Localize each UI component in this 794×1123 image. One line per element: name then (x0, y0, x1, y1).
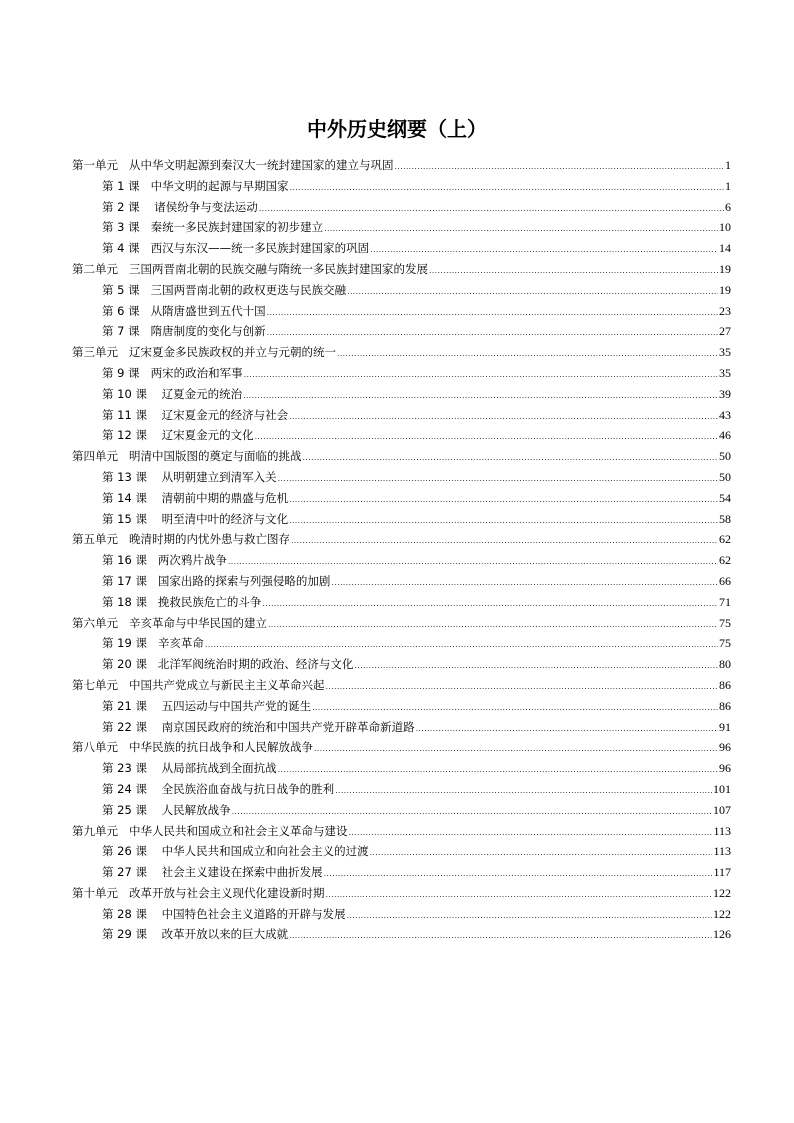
dot-leader (325, 682, 718, 691)
toc-entry-title: 中国共产党成立与新民主主义革命兴起 (128, 677, 325, 692)
dot-leader (370, 245, 718, 254)
toc-entry-title: 辽宋夏金元的经济与社会 (157, 407, 289, 422)
toc-page-number: 91 (719, 719, 731, 734)
toc-page-number: 86 (719, 698, 731, 713)
toc-entry-label: 第 2 课 (102, 199, 140, 214)
toc-page-number: 6 (725, 199, 731, 214)
toc-entry-title: 隋唐制度的变化与创新 (150, 324, 266, 339)
toc-entry-title: 辽夏金元的统治 (157, 386, 243, 401)
dot-leader (325, 890, 712, 899)
dot-leader (244, 370, 718, 379)
toc-page-number: 58 (719, 511, 731, 526)
dot-leader (348, 828, 712, 837)
toc-page-number: 35 (719, 365, 731, 380)
dot-leader (290, 183, 724, 192)
toc-entry-label: 第 26 课 (102, 844, 147, 859)
toc-entry-label: 第 6 课 (102, 303, 140, 318)
toc-page-number: 62 (719, 532, 731, 547)
dot-leader (394, 162, 724, 171)
dot-leader (416, 724, 718, 733)
toc-lesson-entry[interactable] (72, 906, 731, 927)
toc-entry-title: 辛亥革命 (157, 636, 204, 651)
toc-lesson-entry[interactable] (72, 323, 731, 344)
toc-page-number: 10 (719, 220, 731, 235)
toc-unit-entry[interactable] (72, 677, 731, 698)
toc-page-number: 35 (719, 345, 731, 360)
toc-entry-label: 第 22 课 (102, 719, 147, 734)
toc-lesson-entry[interactable] (72, 926, 731, 947)
dot-leader (232, 807, 712, 816)
toc-entry-title: 诸侯纷争与变法运动 (150, 199, 258, 214)
toc-page-number: 117 (713, 865, 731, 880)
toc-page-number: 126 (713, 927, 731, 942)
toc-page-number: 80 (719, 657, 731, 672)
toc-entry-label: 第七单元 (72, 677, 118, 692)
toc-entry-label: 第 1 课 (102, 178, 140, 193)
toc-entry-title: 五四运动与中国共产党的诞生 (157, 698, 312, 713)
toc-entry-label: 第 20 课 (102, 657, 147, 672)
toc-lesson-entry[interactable] (72, 199, 731, 220)
toc-entry-label: 第九单元 (72, 823, 118, 838)
toc-page-number: 50 (719, 449, 731, 464)
toc-entry-label: 第 15 课 (102, 511, 147, 526)
toc-entry-label: 第五单元 (72, 532, 118, 547)
toc-page-number: 86 (719, 677, 731, 692)
toc-entry-title: 三国两晋南北朝的民族交融与隋统一多民族封建国家的发展 (128, 261, 428, 276)
dot-leader (314, 744, 718, 753)
toc-unit-entry[interactable] (72, 261, 731, 282)
toc-lesson-entry[interactable] (72, 656, 731, 677)
dot-leader (312, 703, 718, 712)
toc-entry-label: 第 18 课 (102, 594, 147, 609)
toc-lesson-entry[interactable] (72, 178, 731, 199)
toc-entry-title: 从隋唐盛世到五代十国 (150, 303, 266, 318)
toc-entry-label: 第 29 课 (102, 927, 147, 942)
toc-entry-label: 第十单元 (72, 885, 118, 900)
toc-lesson-entry[interactable] (72, 365, 731, 386)
dot-leader (335, 786, 712, 795)
toc-entry-label: 第 24 课 (102, 781, 147, 796)
toc-unit-entry[interactable] (72, 615, 731, 636)
toc-entry-title: 中华人民共和国成立和社会主义革命与建设 (128, 823, 348, 838)
toc-unit-entry[interactable] (72, 885, 731, 906)
dot-leader (255, 432, 718, 441)
toc-lesson-entry[interactable] (72, 781, 731, 802)
page-title: 中外历史纲要（上） (307, 117, 487, 142)
toc-entry-title: 中华文明的起源与早期国家 (150, 178, 289, 193)
toc-entry-label: 第 3 课 (102, 220, 140, 235)
toc-entry-label: 第三单元 (72, 345, 118, 360)
toc-entry-label: 第八单元 (72, 740, 118, 755)
dot-leader (354, 661, 718, 670)
toc-entry-title: 晚清时期的内忧外患与救亡图存 (128, 532, 290, 547)
toc-page-number: 27 (719, 324, 731, 339)
dot-leader (278, 474, 718, 483)
toc-page-number: 122 (713, 906, 731, 921)
dot-leader (267, 308, 718, 317)
toc-lesson-entry[interactable] (72, 719, 731, 740)
toc-page-number: 23 (719, 303, 731, 318)
dot-leader (205, 640, 718, 649)
toc-page-number: 107 (713, 802, 731, 817)
toc-entry-label: 第 19 课 (102, 636, 147, 651)
toc-page-number: 122 (713, 885, 731, 900)
toc-entry-title: 清朝前中期的鼎盛与危机 (157, 490, 289, 505)
toc-page-number: 113 (713, 844, 731, 859)
toc-page-number: 39 (719, 386, 731, 401)
toc-entry-title: 辛亥革命与中华民国的建立 (128, 615, 267, 630)
toc-entry-title: 社会主义建设在探索中曲折发展 (157, 865, 323, 880)
toc-entry-label: 第 21 课 (102, 698, 147, 713)
toc-entry-label: 第 5 课 (102, 282, 140, 297)
dot-leader (228, 557, 718, 566)
toc-entry-label: 第一单元 (72, 158, 118, 172)
dot-leader (262, 599, 718, 608)
toc-unit-entry[interactable] (72, 739, 731, 760)
toc-entry-label: 第 11 课 (102, 407, 147, 422)
dot-leader (324, 869, 713, 878)
dot-leader (278, 765, 718, 774)
toc-entry-label: 第二单元 (72, 261, 118, 276)
toc-entry-label: 第 10 课 (102, 386, 147, 401)
toc-entry-label: 第 16 课 (102, 553, 147, 568)
toc-entry-label: 第 25 课 (102, 802, 147, 817)
toc-page-number: 113 (713, 823, 731, 838)
dot-leader (243, 391, 718, 400)
toc-lesson-entry[interactable] (72, 594, 731, 615)
toc-page-number: 101 (713, 781, 731, 796)
toc-entry-title: 西汉与东汉——统一多民族封建国家的巩固 (150, 241, 370, 256)
toc-entry-label: 第 12 课 (102, 428, 147, 443)
toc-entry-title: 人民解放战争 (157, 802, 231, 817)
toc-lesson-entry[interactable] (72, 552, 731, 573)
dot-leader (337, 349, 718, 358)
toc-lesson-entry[interactable] (72, 240, 731, 261)
dot-leader (324, 224, 718, 233)
toc-entry-title: 从明朝建立到清军入关 (157, 469, 277, 484)
toc-page-number: 46 (719, 428, 731, 443)
toc-lesson-entry[interactable] (72, 635, 731, 656)
toc-entry-title: 中华人民共和国成立和向社会主义的过渡 (157, 844, 369, 859)
dot-leader (291, 536, 718, 545)
toc-entry-label: 第 27 课 (102, 865, 147, 880)
toc-entry-title: 秦统一多民族封建国家的初步建立 (150, 220, 324, 235)
dot-leader (289, 516, 718, 525)
toc-page-number: 66 (719, 573, 731, 588)
toc-entry-title: 全民族浴血奋战与抗日战争的胜利 (157, 781, 335, 796)
toc-entry-label: 第 17 课 (102, 573, 147, 588)
toc-lesson-entry[interactable] (72, 573, 731, 594)
toc-lesson-entry[interactable] (72, 843, 731, 864)
toc-page-number: 54 (719, 490, 731, 505)
toc-entry-label: 第六单元 (72, 615, 118, 630)
toc-entry-title: 中国特色社会主义道路的开辟与发展 (157, 906, 346, 921)
toc-entry-title: 两宋的政治和军事 (150, 365, 243, 380)
toc-entry-title: 明清中国版图的奠定与面临的挑战 (128, 449, 302, 464)
toc-entry-label: 第 14 课 (102, 490, 147, 505)
toc-entry-title: 南京国民政府的统治和中国共产党开辟革命新道路 (157, 719, 415, 734)
toc-page-number: 75 (719, 615, 731, 630)
toc-lesson-entry[interactable] (72, 802, 731, 823)
toc-page-number: 96 (719, 761, 731, 776)
dot-leader (289, 412, 718, 421)
dot-leader (429, 266, 718, 275)
toc-entry-title: 北洋军阀统治时期的政治、经济与文化 (157, 657, 354, 672)
toc-lesson-entry[interactable] (72, 760, 731, 781)
dot-leader (347, 911, 712, 920)
toc-unit-entry[interactable] (72, 448, 731, 469)
toc-entry-title: 改革开放以来的巨大成就 (157, 927, 289, 942)
toc-lesson-entry[interactable] (72, 303, 731, 324)
toc-unit-entry[interactable] (72, 823, 731, 844)
toc-page-number: 1 (725, 158, 731, 172)
toc-page-number: 1 (725, 178, 731, 193)
toc-page-number: 62 (719, 553, 731, 568)
dot-leader (289, 931, 712, 940)
toc-page-number: 43 (719, 407, 731, 422)
toc-lesson-entry[interactable] (72, 469, 731, 490)
toc-entry-label: 第 4 课 (102, 241, 140, 256)
toc-page-number: 75 (719, 636, 731, 651)
toc-unit-entry[interactable] (72, 157, 731, 178)
toc-page-number: 19 (719, 282, 731, 297)
toc-entry-label: 第 7 课 (102, 324, 140, 339)
toc-page-number: 71 (719, 594, 731, 609)
toc-entry-title: 挽救民族危亡的斗争 (157, 594, 262, 609)
toc-entry-label: 第 23 课 (102, 761, 147, 776)
toc-unit-entry[interactable] (72, 344, 731, 365)
toc-lesson-entry[interactable] (72, 427, 731, 448)
toc-lesson-entry[interactable] (72, 864, 731, 885)
toc-entry-title: 中华民族的抗日战争和人民解放战争 (128, 740, 313, 755)
toc-page-number: 14 (719, 241, 731, 256)
toc-entry-label: 第 28 课 (102, 906, 147, 921)
dot-leader (267, 328, 718, 337)
toc-entry-title: 从中华文明起源到秦汉大一统封建国家的建立与巩固 (128, 158, 394, 172)
toc-page-number: 19 (719, 261, 731, 276)
toc-entry-title: 从局部抗战到全面抗战 (157, 761, 277, 776)
toc-lesson-entry[interactable] (72, 219, 731, 240)
toc-page-number: 50 (719, 469, 731, 484)
toc-entry-title: 国家出路的探索与列强侵略的加剧 (157, 573, 331, 588)
dot-leader (331, 578, 718, 587)
dot-leader (302, 453, 718, 462)
toc-lesson-entry[interactable] (72, 490, 731, 511)
toc-entry-label: 第四单元 (72, 449, 118, 464)
toc-page-number: 96 (719, 740, 731, 755)
dot-leader (259, 204, 724, 213)
toc-unit-entry[interactable] (72, 531, 731, 552)
toc-lesson-entry[interactable] (72, 698, 731, 719)
toc-entry-title: 明至清中叶的经济与文化 (157, 511, 289, 526)
dot-leader (268, 620, 718, 629)
table-of-contents (72, 157, 731, 947)
toc-entry-label: 第 13 课 (102, 469, 147, 484)
dot-leader (347, 287, 718, 296)
toc-entry-title: 两次鸦片战争 (157, 553, 227, 568)
dot-leader (289, 495, 718, 504)
toc-entry-title: 三国两晋南北朝的政权更迭与民族交融 (150, 282, 347, 297)
toc-lesson-entry[interactable] (72, 407, 731, 428)
dot-leader (370, 848, 713, 857)
toc-entry-title: 改革开放与社会主义现代化建设新时期 (128, 885, 325, 900)
toc-lesson-entry[interactable] (72, 386, 731, 407)
toc-entry-title: 辽宋夏金元的文化 (157, 428, 254, 443)
toc-lesson-entry[interactable] (72, 511, 731, 532)
toc-entry-label: 第 9 课 (102, 365, 140, 380)
toc-lesson-entry[interactable] (72, 282, 731, 303)
toc-entry-title: 辽宋夏金多民族政权的并立与元朝的统一 (128, 345, 336, 360)
